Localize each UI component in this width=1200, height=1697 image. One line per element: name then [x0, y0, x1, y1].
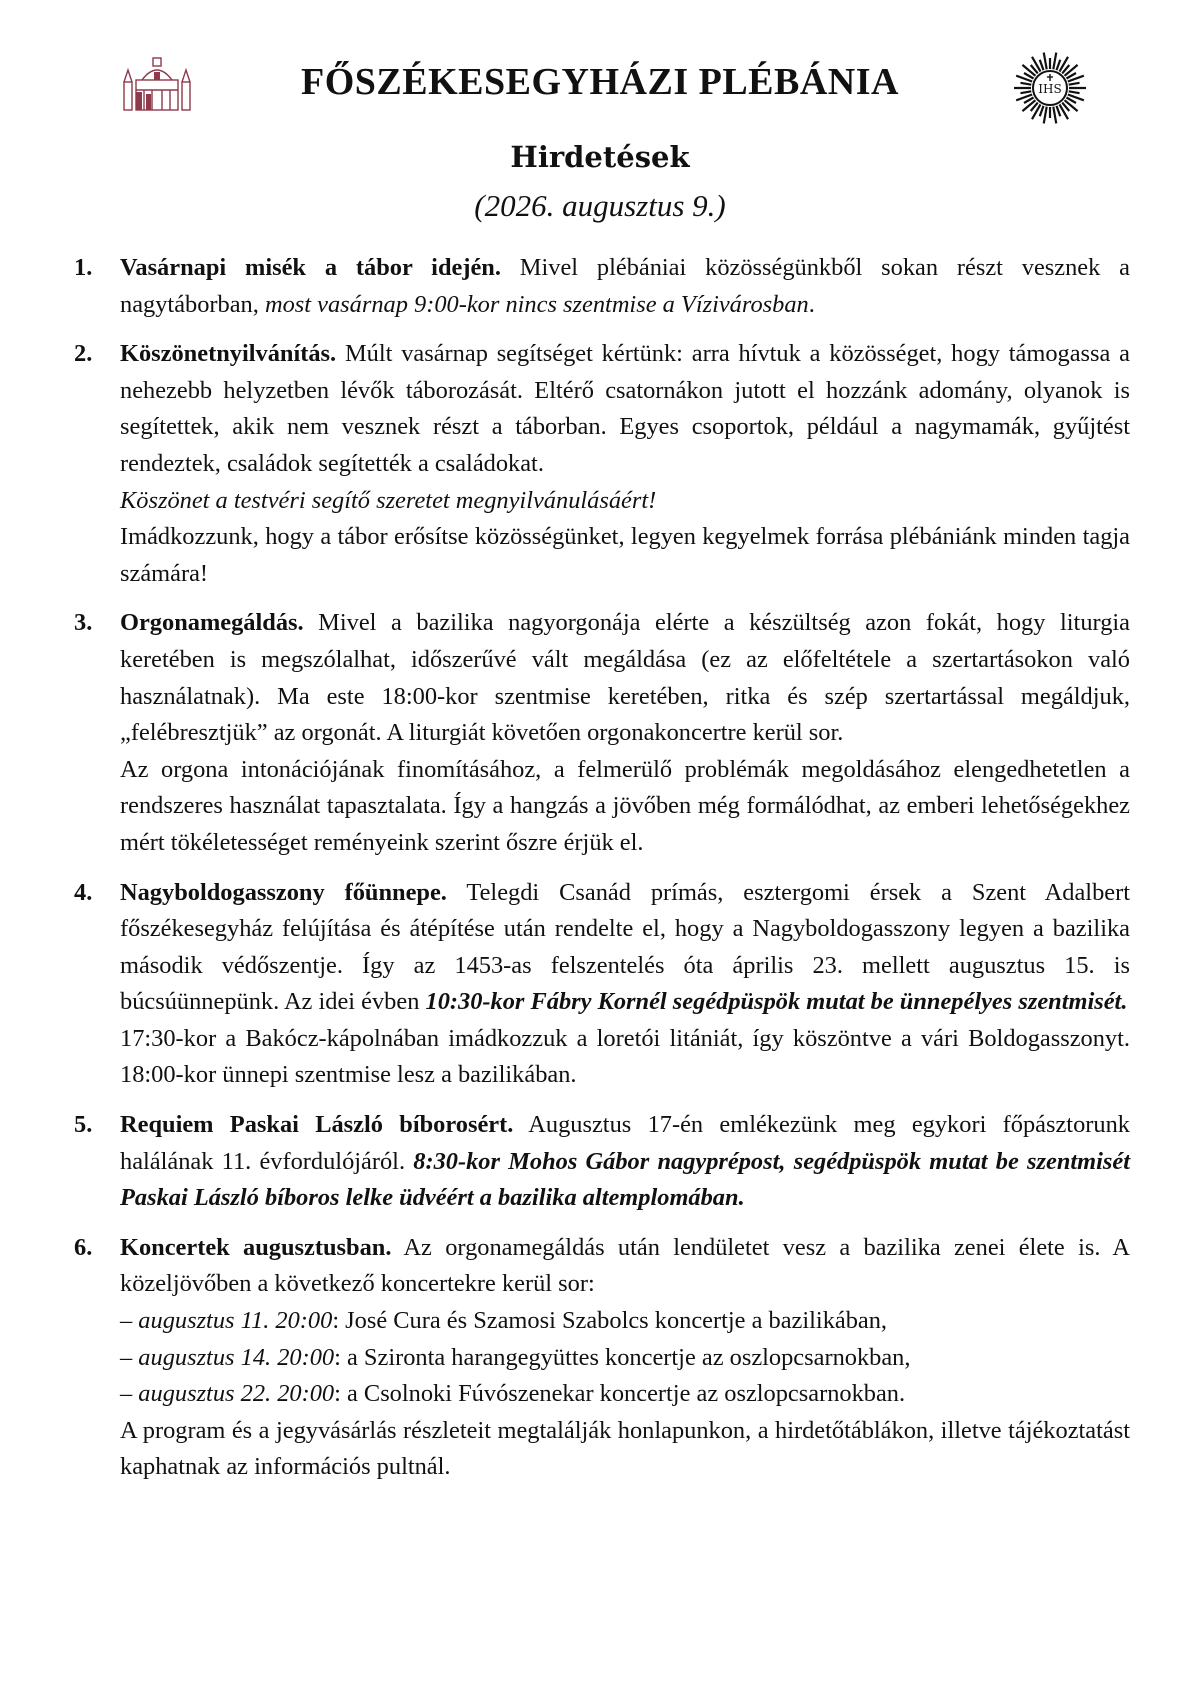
item-heading: Requiem Paskai László bíborosért. [120, 1111, 514, 1139]
item-italic-text: Köszönet a testvéri segítő szeretet megnyilvánulásáért! [120, 486, 657, 514]
concert-desc: : a Csolnoki Fúvószenekar koncertje az oszlopcsarnokban. [334, 1380, 906, 1408]
list-item [70, 336, 1130, 592]
concert-desc: : José Cura és Szamosi Szabolcs koncertje a bazilikában, [332, 1307, 888, 1335]
concert-date: augusztus 22. 20:00 [138, 1380, 335, 1408]
ihs-text: IHS [1038, 82, 1062, 96]
item-text: Mivel plébániai közösségünkből sokan részt vesznek a nagytáborban, [120, 254, 1130, 318]
item-heading: Nagyboldogasszony főünnepe. [120, 878, 447, 906]
item-text: Múlt vasárnap segítséget kértünk: arra hívtuk a közösséget, hogy támogassa a nehezebb helyzetben lévők táborozását. Eltérő csatornákon jutott el hozzánk adomány, olyanok is segítettek, akik nem vesznek részt a táborban. Egyes csoportok, például a nagymamák, gyűjtést rendeztek, családok segítették a családokat. [120, 340, 1130, 477]
item-bold-italic-text: 8:30-kor Mohos Gábor nagyprépost, segédpüspök mutat be szentmisét Paskai László bíboros lelke üdvéért a bazilika altemplomában. [120, 1147, 1131, 1212]
item-number: 3. [74, 609, 93, 637]
list-item [70, 1107, 1130, 1217]
concert-date: augusztus 11. 20:00 [138, 1307, 333, 1335]
concert-line [120, 1340, 1130, 1377]
item-italic-text: most vasárnap 9:00-kor nincs szentmise a Vízivárosban [264, 290, 809, 318]
item-number: 2. [74, 340, 93, 368]
list-item [70, 1230, 1130, 1486]
page-subtitle: Hirdetések [510, 140, 690, 174]
item-text-end: . [808, 290, 815, 318]
concert-desc: : a Szironta harangegyüttes koncertje az oszlopcsarnokban, [334, 1343, 911, 1371]
concert-date: augusztus 14. 20:00 [138, 1343, 335, 1371]
item-heading: Koncertek augusztusban. [120, 1233, 392, 1261]
item-paragraph-2: 17:30-kor a Bakócz-kápolnában imádkozzuk a loretói litániát, így köszöntve a vári Boldogasszonyt. 18:00-kor ünnepi szentmise lesz a bazilikában. [120, 1024, 1130, 1089]
concert-line [120, 1376, 1130, 1413]
concert-dash: – [120, 1343, 139, 1371]
page-header [0, 50, 1200, 120]
item-paragraph-2: Az orgona intonációjának finomításához, a felmerülő problémák megoldásához elengedhetetlen a rendszeres használat tapasztalata. Így a hangzás a jövőben még formálódhat, az emberi lehetőségekhez mért tökéletességet reményeink szerint őszre érjük el. [120, 755, 1130, 856]
item-paragraph [120, 605, 1130, 751]
item-paragraph [120, 250, 1130, 323]
item-number: 5. [74, 1111, 93, 1139]
item-number: 4. [74, 878, 93, 906]
item-paragraph-2: Imádkozzunk, hogy a tábor erősítse közösségünket, legyen kegyelmek forrása plébániánk minden tagja számára! [120, 523, 1130, 587]
item-number: 6. [74, 1233, 93, 1261]
item-heading: Vasárnapi misék a tábor idején. [120, 254, 501, 281]
item-text: Telegdi Csanád prímás, esztergomi érsek a Szent Adalbert főszékesegyház felújítása és átépítése után rendelte el, hogy a Nagyboldogasszony legyen a bazilika második védőszentje. Így az 1453-as felszentelés óta április 23. mellett augusztus 15. is búcsúünnepünk. Az idei évben [120, 878, 1131, 1016]
concert-line [120, 1303, 1130, 1340]
announcement-list [70, 250, 1130, 1499]
list-item [70, 605, 1130, 861]
item-paragraph [120, 875, 1130, 1021]
item-paragraph [120, 1107, 1130, 1217]
item-paragraph [120, 336, 1130, 482]
concert-dash: – [120, 1380, 139, 1408]
announcement-date: (2026. augusztus 9.) [474, 188, 726, 223]
item-text: Az orgonamegáldás után lendületet vesz a bazilika zenei élete is. A közeljövőben a következő koncertekre kerül sor: [120, 1233, 1131, 1298]
item-heading: Orgonamegáldás. [120, 609, 304, 637]
item-paragraph [120, 1230, 1130, 1303]
concert-dash: – [120, 1307, 139, 1335]
ihs-sunburst-icon [1012, 50, 1088, 126]
item-bold-italic-text: 10:30-kor Fábry Kornél segédpüspök mutat be ünnepélyes szentmisét. [425, 988, 1128, 1016]
item-paragraph-2: A program és a jegyvásárlás részleteit megtalálják honlapunkon, a hirdetőtáblákon, illetve tájékoztatást kaphatnak az információs pultnál. [120, 1416, 1130, 1481]
item-text: Mivel a bazilika nagyorgonája elérte a készültség azon fokát, hogy liturgia keretében is megszólalhat, időszerűvé vált megáldása (ez az előfeltétele a szertartásokon való használatnak). Ma este 18:00-kor szentmise keretében, ritka és szép szertartással megáldjuk, „felébresztjük” az orgonát. A liturgiát követően orgonakoncertre kerül sor. [120, 609, 1130, 747]
parish-title: FŐSZÉKESEGYHÁZI PLÉBÁNIA [301, 61, 899, 103]
list-item [70, 250, 1130, 323]
item-heading: Köszönetnyilvánítás. [120, 340, 337, 368]
item-number: 1. [74, 254, 93, 281]
item-text: Augusztus 17-én emlékezünk meg egykori főpásztorunk halálának 11. évfordulójáról. [120, 1111, 1130, 1175]
list-item [70, 875, 1130, 1095]
